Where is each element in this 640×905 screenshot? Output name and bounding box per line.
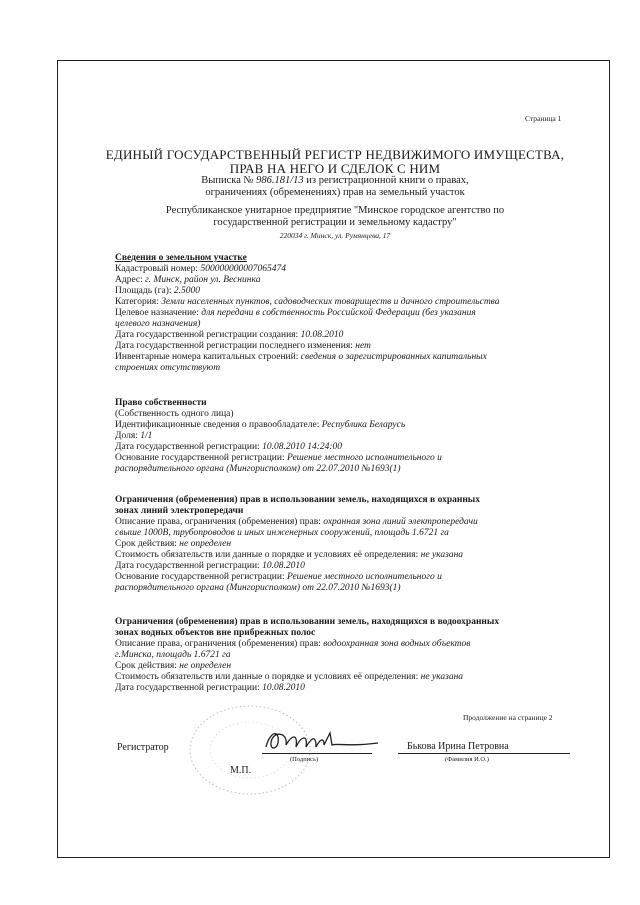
term-row <box>115 661 585 672</box>
basis-row-cont: распорядительного органа (Мингорисполком) от 22.07.2010 №1693(1) <box>115 464 401 474</box>
reg-date-row <box>115 442 585 453</box>
value: 1/1 <box>140 431 153 441</box>
ownership-section <box>115 398 585 475</box>
value: не указана <box>420 550 464 560</box>
description-row <box>115 639 585 650</box>
extract-number: 986.181/13 <box>256 175 304 186</box>
purpose-row-cont: целевого назначения) <box>115 319 201 329</box>
inventory-row-cont: строениях отсутствуют <box>115 363 221 373</box>
extract-line-rest: из регистрационной книги о правах, <box>306 175 469 186</box>
label: Основание государственной регистрации: <box>115 453 285 463</box>
value: сведения о зарегистрированных капитальных <box>300 352 487 362</box>
label: Основание государственной регистрации: <box>115 572 285 582</box>
cost-row <box>115 550 585 561</box>
value: охранная зона линий электропередачи <box>323 517 478 527</box>
value: нет <box>355 341 371 351</box>
organization <box>80 205 590 229</box>
header-line-2: ПРАВ НА НЕГО И СДЕЛОК С НИМ <box>229 161 441 176</box>
name-line <box>398 753 570 754</box>
extract-label: Выписка № <box>201 175 254 186</box>
changed-row <box>115 341 585 352</box>
value: Решение местного исполнительного и <box>287 572 442 582</box>
address-row <box>115 275 585 286</box>
basis-row <box>115 572 585 583</box>
reg-date-row <box>115 561 585 572</box>
label: Адрес: <box>115 275 143 285</box>
section-title: Ограничения (обременения) прав в использовании земель, находящихся в водоохранных <box>115 617 500 627</box>
basis-row-cont: распорядительного органа (Мингорисполком) от 22.07.2010 №1693(1) <box>115 583 401 593</box>
label: Дата государственной регистрации создания: <box>115 330 299 340</box>
seal-place: М.П. <box>230 765 252 776</box>
created-row <box>115 330 585 341</box>
value: не определен <box>179 661 232 671</box>
label: Идентификационные сведения о правообладателе: <box>115 420 320 430</box>
category-row <box>115 297 585 308</box>
label: Дата государственной регистрации последнего изменения: <box>115 341 353 351</box>
value: Земли населенных пунктов, садоводческих товариществ и дачного строительства <box>161 297 500 307</box>
section-title-cont: зонах линий электропередачи <box>115 506 244 516</box>
name-caption: (Фамилия И.О.) <box>445 756 489 763</box>
plot-info-section <box>115 253 585 374</box>
section-title-cont: зонах водных объектов вне прибрежных полос <box>115 628 316 638</box>
label: Дата государственной регистрации: <box>115 561 260 571</box>
inventory-row <box>115 352 585 363</box>
extract-line <box>80 175 590 187</box>
cost-row <box>115 672 585 683</box>
label: Срок действия: <box>115 661 177 671</box>
label: Стоимость обязательств или данные о порядке и условиях её определения: <box>115 550 419 560</box>
value: не определен <box>179 539 232 549</box>
label: Срок действия: <box>115 539 177 549</box>
registrar-name: Бькова Ирина Петровна <box>407 741 509 752</box>
value: для передачи в собственность Российской Федерации (без указания <box>201 308 476 318</box>
term-row <box>115 539 585 550</box>
org-line-1: Республиканское унитарное предприятие "Минское городское агентство по <box>165 205 505 216</box>
value: 10.08.2010 <box>300 330 344 340</box>
value: 10.08.2010 <box>262 683 305 693</box>
reg-date-row <box>115 683 585 694</box>
value: 10.08.2010 <box>262 561 305 571</box>
value: не указана <box>420 672 464 682</box>
extract-title <box>80 175 590 199</box>
section-title: Право собственности <box>115 398 207 408</box>
label: Доля: <box>115 431 138 441</box>
cadastral-number <box>115 264 585 275</box>
description-row <box>115 517 585 528</box>
label: Категория: <box>115 297 159 307</box>
label: Площадь (га): <box>115 286 172 296</box>
value: водоохранная зона водных объектов <box>323 639 471 649</box>
organization-address: 220034 г. Минск, ул. Румянцева, 17 <box>279 231 391 240</box>
label: Целевое назначение: <box>115 308 199 318</box>
label: Дата государственной регистрации: <box>115 683 260 693</box>
section-title: Ограничения (обременения) прав в использовании земель, находящихся в охранных <box>115 495 480 505</box>
org-line-2: государственной регистрации и земельному кадастру" <box>213 217 457 228</box>
continued-note: Продолжение на странице 2 <box>463 713 553 722</box>
value: 2.5000 <box>173 286 201 296</box>
basis-row <box>115 453 585 464</box>
ownership-type: (Собственность одного лица) <box>115 409 234 419</box>
extract-line-2: ограничениях (обременениях) прав на земельный участок <box>205 187 465 198</box>
page-number: Страница 1 <box>525 114 562 123</box>
value: г. Минск, район ул. Веснинка <box>145 275 261 285</box>
owner-id-row <box>115 420 585 431</box>
signature-line <box>262 753 372 754</box>
signature-caption: (Подпись) <box>290 756 319 763</box>
value: Решение местного исполнительного и <box>287 453 442 463</box>
purpose-row <box>115 308 585 319</box>
value: 10.08.2010 14:24:00 <box>262 442 343 452</box>
registrar-label: Регистратор <box>117 742 169 753</box>
label: Кадастровый номер: <box>115 264 199 274</box>
description-row-cont: свыше 1000В, трубопроводов и иных инженерных сооружений, площадь 1.6721 га <box>115 528 449 538</box>
label: Инвентарные номера капитальных строений: <box>115 352 299 362</box>
label: Дата государственной регистрации: <box>115 442 260 452</box>
label: Описание права, ограничения (обременения) прав: <box>115 639 321 649</box>
description-row-cont: г.Минска, площадь 1.6721 га <box>115 650 231 660</box>
header-line-1: ЕДИНЫЙ ГОСУДАРСТВЕННЫЙ РЕГИСТР НЕДВИЖИМОГО ИМУЩЕСТВА, <box>105 147 565 162</box>
share-row <box>115 431 585 442</box>
restriction-power-lines-section <box>115 495 585 594</box>
restriction-water-section <box>115 617 585 694</box>
value: Республика Беларусь <box>321 420 406 430</box>
label: Стоимость обязательств или данные о порядке и условиях её определения: <box>115 672 419 682</box>
area-row <box>115 286 585 297</box>
label: Описание права, ограничения (обременения) прав: <box>115 517 321 527</box>
section-title: Сведения о земельном участке <box>115 253 247 263</box>
value: 500000000007065474 <box>200 264 286 274</box>
document-header <box>80 148 590 176</box>
